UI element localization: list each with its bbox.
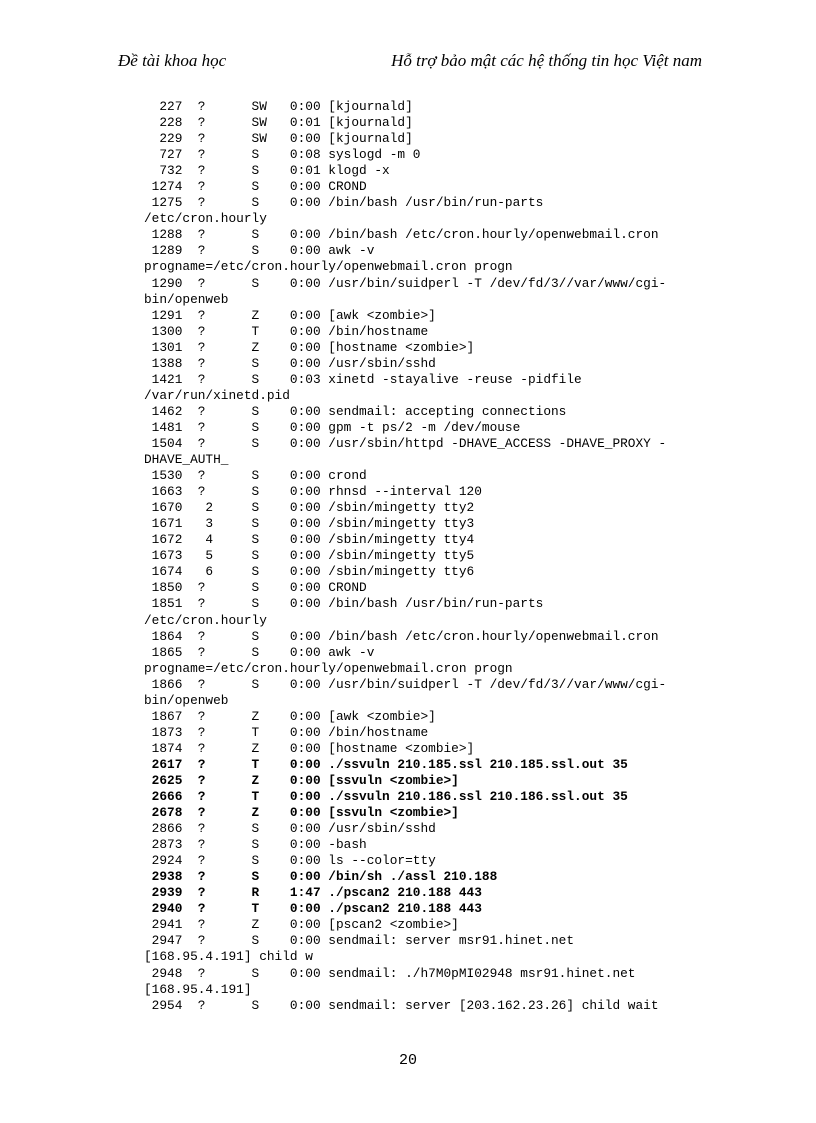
process-listing: [144, 99, 704, 1014]
process-line: 1504 ? S 0:00 /usr/sbin/httpd -DHAVE_ACCESS -DHAVE_PROXY -: [144, 435, 667, 451]
process-line: 2940 ? T 0:00 ./pscan2 210.188 443: [144, 901, 482, 917]
process-line: 1673 5 S 0:00 /sbin/mingetty tty5: [144, 548, 475, 564]
process-line: 2873 ? S 0:00 -bash: [144, 837, 367, 853]
process-line: 2947 ? S 0:00 sendmail: server msr91.hinet.net: [144, 933, 575, 949]
process-line: 2941 ? Z 0:00 [pscan2 <zombie>]: [144, 917, 459, 933]
process-line: 2948 ? S 0:00 sendmail: ./h7M0pMI02948 msr91.hinet.net: [144, 965, 636, 981]
process-line: 1300 ? T 0:00 /bin/hostname: [144, 323, 429, 339]
process-line: bin/openweb: [144, 692, 229, 708]
process-line: /etc/cron.hourly: [144, 612, 267, 628]
process-line: bin/openweb: [144, 291, 229, 307]
process-line: 1874 ? Z 0:00 [hostname <zombie>]: [144, 740, 475, 756]
process-line: 1481 ? S 0:00 gpm -t ps/2 -m /dev/mouse: [144, 419, 521, 435]
process-line: 1291 ? Z 0:00 [awk <zombie>]: [144, 307, 436, 323]
process-line: 2939 ? R 1:47 ./pscan2 210.188 443: [144, 885, 482, 901]
process-line: 727 ? S 0:08 syslogd -m 0: [144, 147, 421, 163]
process-line: 1873 ? T 0:00 /bin/hostname: [144, 724, 429, 740]
process-line: 1864 ? S 0:00 /bin/bash /etc/cron.hourly/openwebmail.cron: [144, 628, 659, 644]
process-line: 1674 6 S 0:00 /sbin/mingetty tty6: [144, 564, 475, 580]
process-line: [168.95.4.191]: [144, 981, 252, 997]
process-line: 1421 ? S 0:03 xinetd -stayalive -reuse -pidfile: [144, 371, 582, 387]
process-line: 1301 ? Z 0:00 [hostname <zombie>]: [144, 339, 475, 355]
process-line: 1851 ? S 0:00 /bin/bash /usr/bin/run-parts: [144, 596, 544, 612]
process-line: 1289 ? S 0:00 awk -v: [144, 243, 375, 259]
process-line: 1663 ? S 0:00 rhnsd --interval 120: [144, 484, 482, 500]
process-line: 1274 ? S 0:00 CROND: [144, 179, 367, 195]
process-line: 1865 ? S 0:00 awk -v: [144, 644, 375, 660]
page-number: 20: [398, 1052, 417, 1069]
process-line: 1275 ? S 0:00 /bin/bash /usr/bin/run-parts: [144, 195, 544, 211]
process-line: 2924 ? S 0:00 ls --color=tty: [144, 853, 436, 869]
header-right-title: Hỗ trợ bảo mật các hệ thống tin học Việt nam: [391, 51, 702, 70]
process-line: 1867 ? Z 0:00 [awk <zombie>]: [144, 708, 436, 724]
process-line: 2954 ? S 0:00 sendmail: server [203.162.23.26] child wait: [144, 997, 659, 1013]
process-line: 227 ? SW 0:00 [kjournald]: [144, 99, 413, 114]
process-line: [168.95.4.191] child w: [144, 949, 313, 965]
process-line: 1290 ? S 0:00 /usr/bin/suidperl -T /dev/fd/3//var/www/cgi-: [144, 275, 667, 291]
process-line: /etc/cron.hourly: [144, 211, 267, 227]
process-line: 732 ? S 0:01 klogd -x: [144, 163, 390, 179]
process-line: 2666 ? T 0:00 ./ssvuln 210.186.ssl 210.186.ssl.out 35: [144, 789, 628, 805]
process-line: 1850 ? S 0:00 CROND: [144, 580, 367, 596]
process-line: 1530 ? S 0:00 crond: [144, 468, 367, 484]
process-line: 1288 ? S 0:00 /bin/bash /etc/cron.hourly/openwebmail.cron: [144, 227, 659, 243]
process-line: 228 ? SW 0:01 [kjournald]: [144, 115, 413, 131]
process-line: 1671 3 S 0:00 /sbin/mingetty tty3: [144, 516, 475, 532]
process-line: /var/run/xinetd.pid: [144, 387, 290, 403]
process-line: progname=/etc/cron.hourly/openwebmail.cron progn: [144, 660, 513, 676]
process-line: 1670 2 S 0:00 /sbin/mingetty tty2: [144, 500, 475, 516]
process-line: 1462 ? S 0:00 sendmail: accepting connections: [144, 403, 567, 419]
process-line: 2617 ? T 0:00 ./ssvuln 210.185.ssl 210.185.ssl.out 35: [144, 756, 628, 772]
process-line: 2678 ? Z 0:00 [ssvuln <zombie>]: [144, 805, 459, 821]
header-left-title: Đề tài khoa học: [118, 51, 227, 70]
process-line: 2866 ? S 0:00 /usr/sbin/sshd: [144, 821, 436, 837]
process-line: 2625 ? Z 0:00 [ssvuln <zombie>]: [144, 772, 459, 788]
process-line: 1672 4 S 0:00 /sbin/mingetty tty4: [144, 532, 475, 548]
process-line: 1866 ? S 0:00 /usr/bin/suidperl -T /dev/fd/3//var/www/cgi-: [144, 676, 667, 692]
process-line: 2938 ? S 0:00 /bin/sh ./assl 210.188: [144, 869, 498, 885]
process-line: DHAVE_AUTH_: [144, 452, 229, 468]
process-line: 1388 ? S 0:00 /usr/sbin/sshd: [144, 355, 436, 371]
process-line: 229 ? SW 0:00 [kjournald]: [144, 131, 413, 147]
process-line: progname=/etc/cron.hourly/openwebmail.cron progn: [144, 259, 513, 275]
